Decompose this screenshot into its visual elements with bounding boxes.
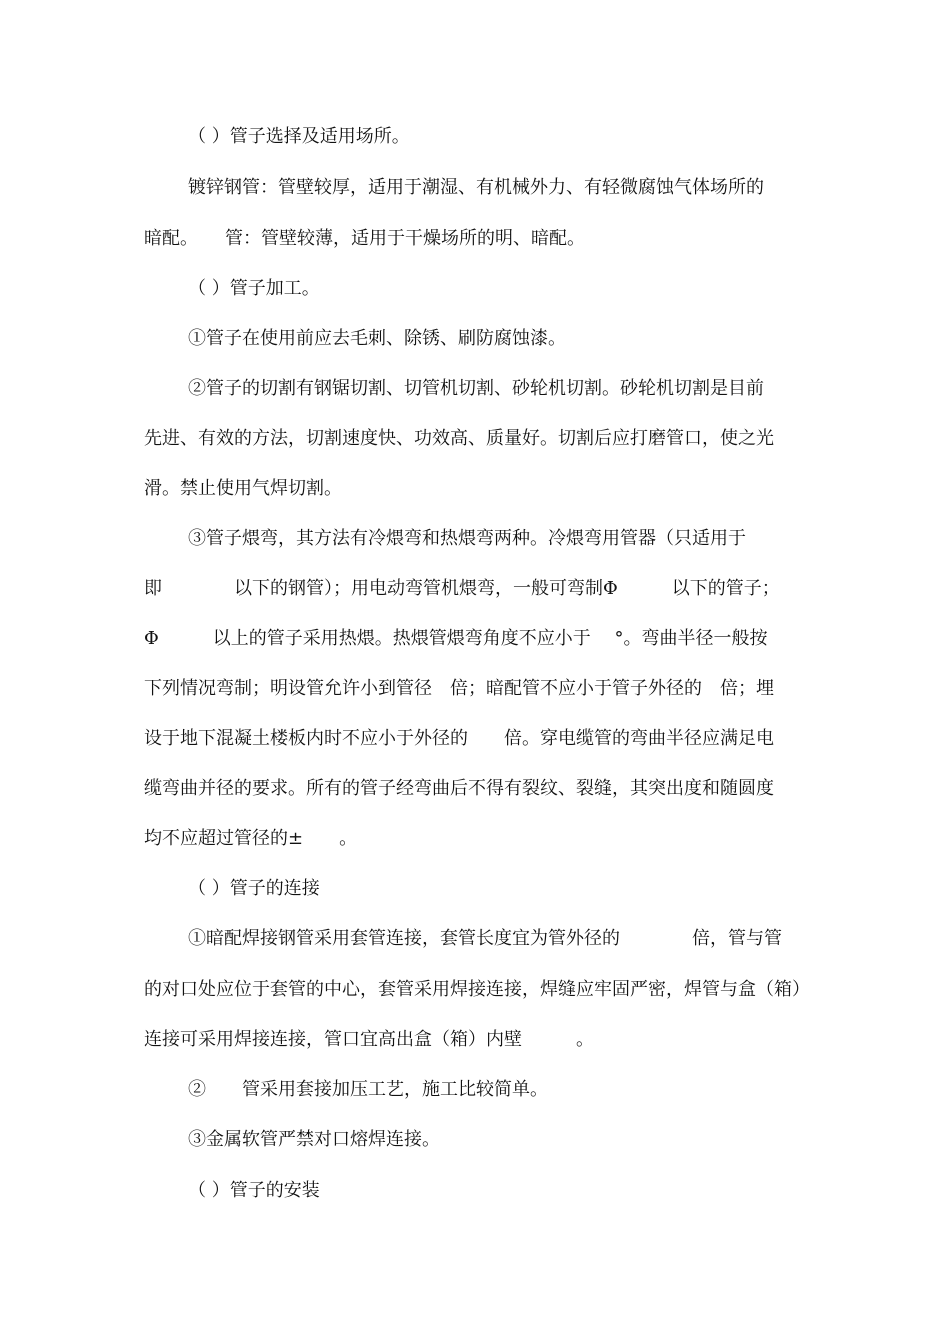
list-item-sleeve-line3: 连接可采用焊接连接，管口宜高出盒（箱）内壁 。 [144, 1029, 594, 1050]
section-heading-pipe-installation: （ ）管子的安装 [188, 1180, 320, 1201]
list-item-cutting-line2: 先进、有效的方法，切割速度快、功效高、质量好。切割后应打磨管口，使之光 [144, 428, 774, 449]
list-item-sleeve-line2: 的对口处应位于套管的中心，套管采用焊接连接，焊缝应牢固严密，焊管与盒（箱） [144, 979, 810, 1000]
list-item-cutting-line1: ②管子的切割有钢锯切割、切管机切割、砂轮机切割。砂轮机切割是目前 [188, 378, 764, 399]
section-heading-pipe-processing: （ ）管子加工。 [188, 278, 320, 299]
list-item-bending-line1: ③管子煨弯，其方法有冷煨弯和热煨弯两种。冷煨弯用管器（只适用于 [188, 528, 746, 549]
list-item-bending-line3: Φ 以上的管子采用热煨。热煨管煨弯角度不应小于 °。弯曲半径一般按 [144, 628, 768, 649]
list-item-bending-line7: 均不应超过管径的± 。 [144, 828, 358, 849]
list-item-press-fit: ② 管采用套接加压工艺，施工比较简单。 [188, 1079, 548, 1100]
list-item-bending-line2: 即 以下的钢管）；用电动弯管机煨弯，一般可弯制Φ 以下的管子； [144, 578, 780, 599]
list-item-deburr: ①管子在使用前应去毛刺、除锈、刷防腐蚀漆。 [188, 328, 566, 349]
paragraph-galvanized-pipe-line1: 镀锌钢管：管壁较厚，适用于潮湿、有机械外力、有轻微腐蚀气体场所的 [188, 177, 764, 198]
list-item-cutting-line3: 滑。禁止使用气焊切割。 [144, 478, 342, 499]
paragraph-galvanized-pipe-line2: 暗配。 管：管壁较薄，适用于干燥场所的明、暗配。 [144, 228, 585, 249]
section-heading-pipe-selection: （ ）管子选择及适用场所。 [188, 126, 410, 147]
section-heading-pipe-connection: （ ）管子的连接 [188, 878, 320, 899]
list-item-flexible-pipe: ③金属软管严禁对口熔焊连接。 [188, 1129, 440, 1150]
list-item-bending-line6: 缆弯曲并径的要求。所有的管子经弯曲后不得有裂纹、裂缝，其突出度和随圆度 [144, 778, 774, 799]
list-item-bending-line5: 设于地下混凝土楼板内时不应小于外径的 倍。穿电缆管的弯曲半径应满足电 [144, 728, 774, 749]
list-item-sleeve-line1: ①暗配焊接钢管采用套管连接，套管长度宜为管外径的 倍，管与管 [188, 928, 782, 949]
list-item-bending-line4: 下列情况弯制；明设管允许小到管径 倍；暗配管不应小于管子外径的 倍；埋 [144, 678, 774, 699]
